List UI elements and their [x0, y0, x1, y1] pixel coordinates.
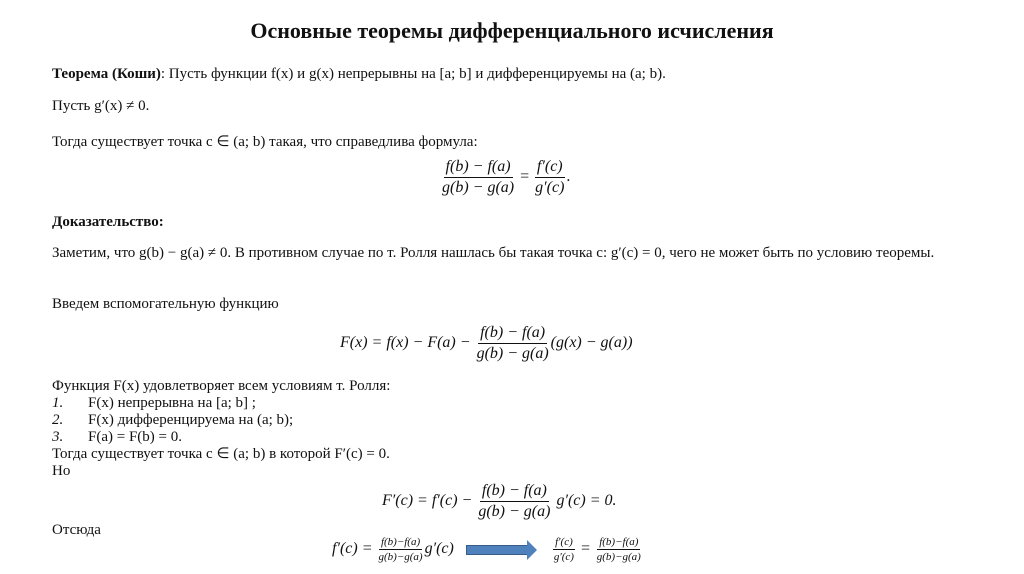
denominator: g(b)−g(a) — [378, 551, 423, 563]
theorem-statement — [52, 66, 666, 83]
denominator: g(b) − g(a) — [476, 345, 549, 362]
period: . — [566, 168, 571, 186]
proof-paragraph-2: Введем вспомогательную функцию — [52, 296, 279, 312]
theorem-conclusion: Тогда существует точка c ∈ (a; b) такая, что справедлива формула: — [52, 134, 478, 150]
numerator: f′(c) — [555, 536, 573, 548]
equals: = — [520, 168, 530, 186]
right-arrow-icon — [466, 545, 528, 555]
formula-left: F(x) = f(x) − F(a) − — [340, 334, 471, 352]
formula-left: F′(c) = f′(c) − — [382, 492, 473, 510]
numerator: f(b) − f(a) — [444, 158, 513, 178]
numerator: f(b)−f(a) — [380, 536, 421, 548]
formula-right: (g(x) − g(a)) — [550, 334, 633, 352]
theorem-condition: Пусть g′(x) ≠ 0. — [52, 98, 150, 114]
proof-paragraph-5: Но — [52, 463, 71, 479]
list-text: F(x) непрерывна на [a; b] ; — [88, 395, 256, 411]
slide-title: Основные теоремы дифференциального исчисления — [250, 18, 774, 43]
cauchy-formula — [440, 158, 570, 197]
equals: = — [579, 540, 591, 558]
auxiliary-function-formula — [340, 324, 633, 363]
denominator: g(b)−g(a) — [596, 551, 641, 563]
final-formula — [332, 536, 643, 563]
rolle-conditions — [52, 378, 390, 480]
list-item — [52, 429, 390, 446]
list-text: F(a) = F(b) = 0. — [88, 429, 182, 445]
list-number: 1. — [52, 395, 64, 411]
numerator: f′(c) — [535, 158, 565, 178]
denominator: g(b) − g(a) — [478, 503, 551, 520]
list-number: 2. — [52, 412, 64, 428]
theorem-label: Теорема (Коши) — [52, 66, 161, 82]
list-item — [52, 395, 390, 412]
numerator: f(b) − f(a) — [478, 324, 547, 344]
proof-label: Доказательство: — [52, 214, 164, 230]
proof-paragraph-3: Функция F(x) удовлетворяет всем условиям т. Ролля: — [52, 378, 391, 394]
numerator: f(b) − f(a) — [480, 482, 549, 502]
numerator: f(b)−f(a) — [599, 536, 639, 548]
formula-left: f′(c) = — [332, 540, 373, 558]
proof-paragraph-1: Заметим, что g(b) − g(a) ≠ 0. В противном случае по т. Ролля нашлась бы такая точка c: g′(c) = 0, чего не может быть по условию теоремы. — [52, 245, 935, 261]
proof-paragraph-6: Отсюда — [52, 522, 101, 538]
denominator: g(b) − g(a) — [442, 179, 515, 196]
theorem-text: : Пусть функции f(x) и g(x) непрерывны на [a; b] и дифференцируемы на (a; b). — [160, 66, 666, 82]
derivative-formula — [382, 482, 617, 521]
list-text: F(x) дифференцируема на (a; b); — [88, 412, 294, 428]
formula-mid: g′(c) — [424, 540, 454, 558]
proof-paragraph-4: Тогда существует точка c ∈ (a; b) в которой F′(c) = 0. — [52, 446, 390, 462]
formula-right: g′(c) = 0. — [556, 492, 617, 510]
list-number: 3. — [52, 429, 64, 445]
list-item — [52, 412, 390, 429]
denominator: g′(c) — [535, 179, 565, 196]
denominator: g′(c) — [553, 551, 574, 563]
